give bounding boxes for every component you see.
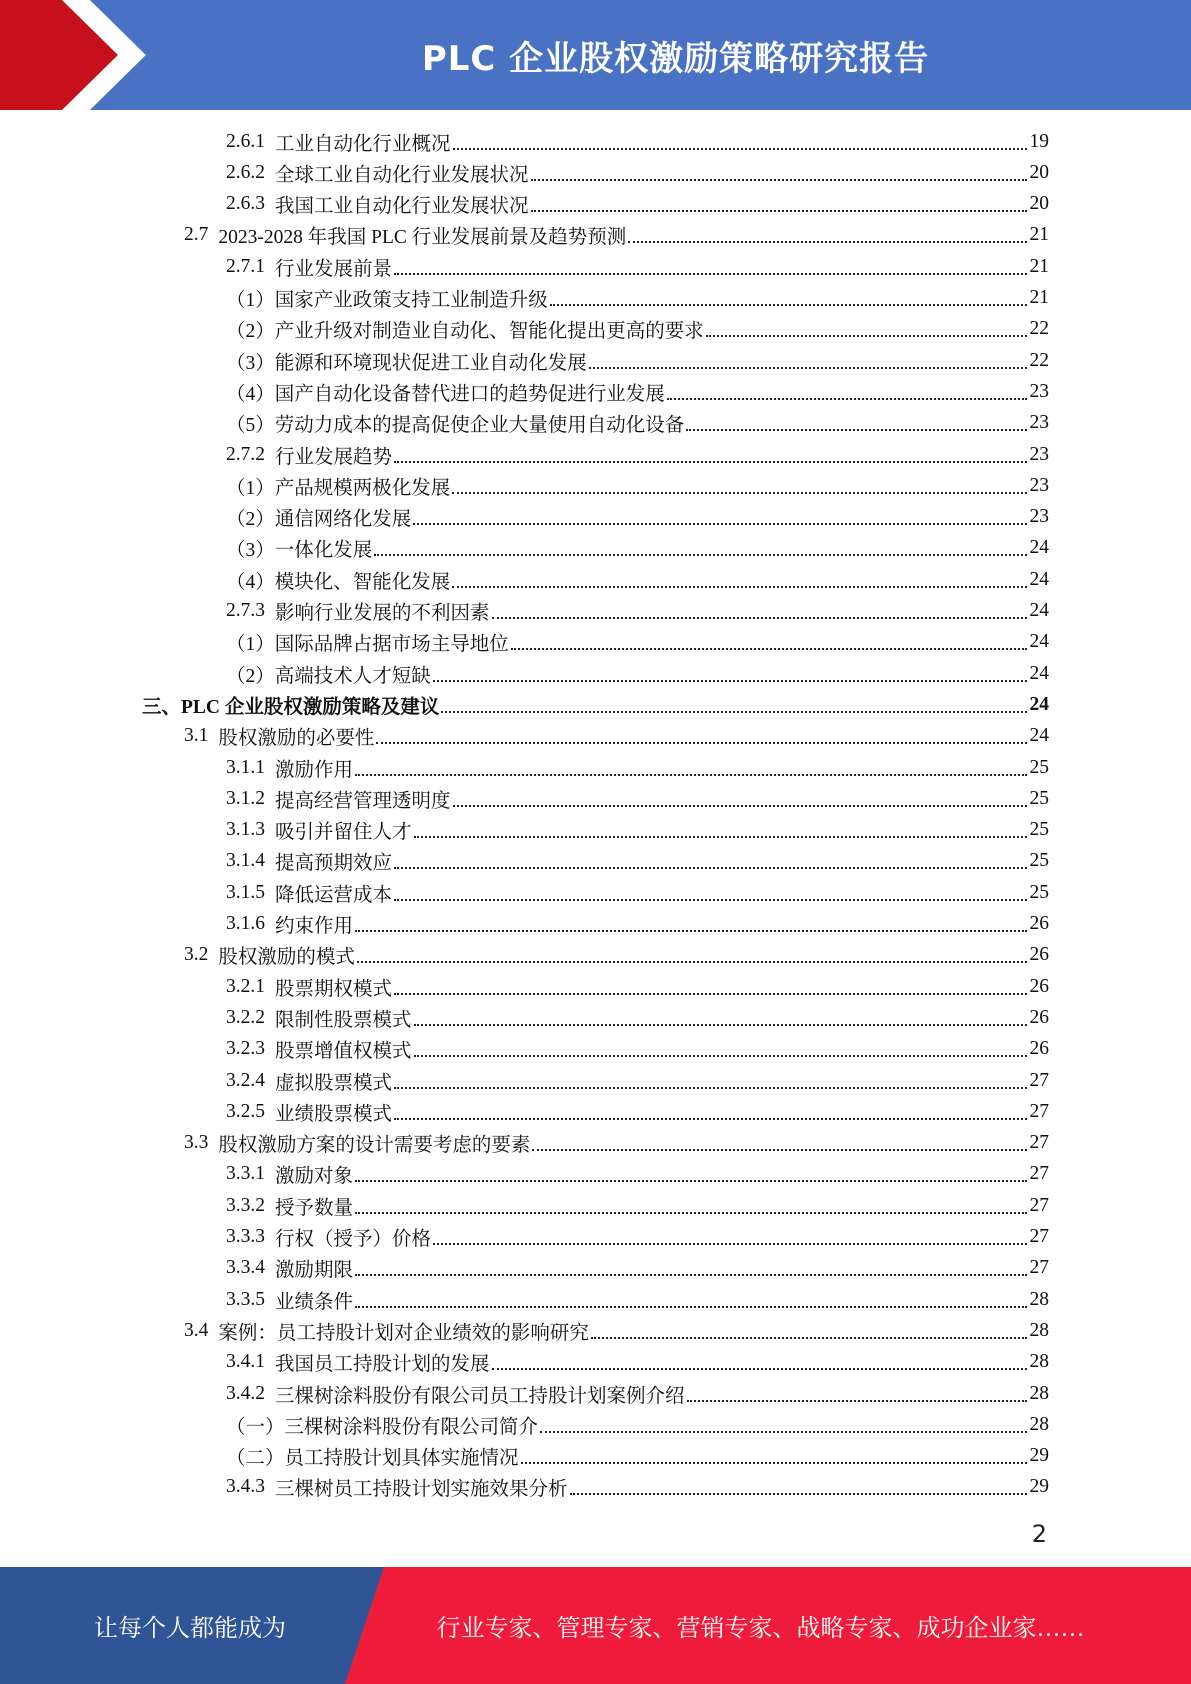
toc-entry-number: 3.2.5 — [226, 1100, 265, 1122]
toc-entry[interactable] — [184, 940, 1049, 971]
toc-dot-leader — [550, 292, 1027, 306]
toc-entry[interactable] — [184, 1128, 1049, 1159]
toc-dot-leader — [492, 605, 1027, 619]
toc-entry-title: 股权激励的必要性 — [218, 728, 375, 750]
toc-entry-page: 20 — [1029, 193, 1049, 215]
toc-entry[interactable] — [226, 470, 1049, 501]
toc-dot-leader — [531, 167, 1027, 181]
toc-entry[interactable] — [226, 1378, 1049, 1409]
toc-dot-leader — [394, 981, 1027, 995]
toc-dot-leader — [540, 1419, 1027, 1433]
toc-entry-title: 提高经营管理透明度 — [275, 790, 451, 812]
report-title: PLC 企业股权激励策略研究报告 — [421, 38, 930, 79]
toc-entry[interactable] — [184, 220, 1049, 251]
toc-entry-number: 3.3.3 — [226, 1226, 265, 1247]
toc-entry-title: 我国员工持股计划的发展 — [275, 1354, 490, 1376]
toc-entry[interactable] — [226, 1065, 1049, 1096]
toc-entry-page: 27 — [1029, 1226, 1049, 1247]
toc-dot-leader — [394, 449, 1027, 463]
toc-entry-number: 3.4.3 — [226, 1476, 265, 1498]
toc-entry-number: 2.6.2 — [226, 161, 265, 183]
toc-entry-number: 3.1.3 — [226, 819, 265, 841]
toc-entry-number: 3.2 — [184, 944, 209, 966]
toc-entry-title: （4）模块化、智能化发展 — [226, 571, 451, 593]
toc-dot-leader — [452, 574, 1027, 588]
toc-entry-page: 24 — [1029, 693, 1049, 715]
toc-entry-title: 提高预期效应 — [275, 853, 393, 875]
toc-entry-page: 26 — [1029, 913, 1049, 934]
toc-entry-title: 股票期权模式 — [275, 978, 393, 1000]
toc-entry[interactable] — [226, 251, 1049, 282]
toc-entry-title: 三棵树员工持股计划实施效果分析 — [275, 1479, 568, 1501]
toc-entry-page: 21 — [1029, 224, 1049, 246]
toc-entry[interactable] — [226, 783, 1049, 814]
toc-entry-title: （二）员工持股计划具体实施情况 — [226, 1448, 519, 1470]
toc-entry[interactable] — [226, 376, 1049, 407]
toc-entry-page: 23 — [1029, 506, 1049, 528]
toc-dot-leader — [686, 417, 1027, 431]
toc-dot-leader — [355, 1262, 1027, 1276]
toc-dot-leader — [521, 1450, 1027, 1464]
toc-entry-page: 24 — [1029, 725, 1049, 747]
toc-entry[interactable] — [226, 1409, 1049, 1440]
toc-entry-page: 26 — [1029, 1006, 1049, 1028]
toc-entry[interactable] — [226, 345, 1049, 376]
toc-entry[interactable] — [226, 1159, 1049, 1190]
toc-entry-number: 2.7.2 — [226, 443, 265, 465]
toc-entry-title: 限制性股票模式 — [275, 1009, 412, 1031]
toc-dot-leader — [441, 699, 1027, 713]
toc-dot-leader — [589, 355, 1027, 369]
toc-entry[interactable] — [226, 502, 1049, 533]
toc-entry-page: 28 — [1029, 1413, 1049, 1435]
toc-dot-leader — [394, 1075, 1027, 1089]
toc-entry-number: 3.2.4 — [226, 1069, 265, 1091]
toc-dot-leader — [628, 229, 1027, 243]
toc-dot-leader — [433, 668, 1027, 682]
toc-entry-number: 3.1.4 — [226, 850, 265, 872]
toc-entry-title: 行业发展趋势 — [275, 446, 393, 468]
toc-entry-number: 3.4.1 — [226, 1351, 265, 1373]
toc-entry[interactable] — [226, 596, 1049, 627]
toc-entry-title: 吸引并留住人才 — [275, 822, 412, 844]
toc-entry-number: 3.4.2 — [226, 1382, 265, 1404]
toc-entry-page: 21 — [1029, 287, 1049, 308]
toc-entry-number: 3.1.1 — [226, 756, 265, 778]
toc-entry-page: 23 — [1029, 412, 1049, 434]
toc-entry-page: 25 — [1029, 756, 1049, 778]
toc-entry-title: 三棵树涂料股份有限公司员工持股计划案例介绍 — [275, 1385, 685, 1407]
toc-entry-title: 授予数量 — [275, 1197, 354, 1219]
toc-entry-title: （2）产业升级对制造业自动化、智能化提出更高的要求 — [226, 321, 704, 343]
footer-slogan-right: 行业专家、管理专家、营销专家、战略专家、成功企业家…… — [436, 1616, 1085, 1642]
toc-entry-title: 2023-2028 年我国 PLC 行业发展前景及趋势预测 — [218, 227, 627, 249]
toc-entry-page: 22 — [1029, 349, 1049, 371]
toc-dot-leader — [355, 1294, 1027, 1308]
toc-dot-leader — [394, 261, 1027, 275]
toc-entry[interactable] — [226, 627, 1049, 658]
toc-entry[interactable] — [226, 1284, 1049, 1315]
toc-entry-title: 降低运营成本 — [275, 884, 393, 906]
toc-entry-title: 业绩股票模式 — [275, 1103, 393, 1125]
toc-entry-page: 28 — [1029, 1351, 1049, 1373]
toc-entry-title: （1）国家产业政策支持工业制造升级 — [226, 290, 548, 311]
toc-entry[interactable] — [226, 1002, 1049, 1033]
toc-entry-title: （4）国产自动化设备替代进口的趋势促进行业发展 — [226, 383, 665, 405]
toc-entry-page: 28 — [1029, 1288, 1049, 1310]
toc-entry-title: 行权（授予）价格 — [275, 1229, 432, 1250]
toc-entry-title: 股权激励方案的设计需要考虑的要素 — [218, 1135, 531, 1157]
footer-slogan-left: 让每个人都能成为 — [94, 1616, 286, 1642]
toc-entry[interactable] — [226, 157, 1049, 188]
toc-entry-title: （1）产品规模两极化发展 — [226, 477, 451, 499]
toc-entry-title: （3）能源和环境现状促进工业自动化发展 — [226, 352, 587, 374]
toc-entry-title: （2）高端技术人才短缺 — [226, 665, 431, 687]
toc-entry-title: （1）国际品牌占据市场主导地位 — [226, 634, 509, 656]
toc-entry[interactable] — [226, 1222, 1049, 1253]
page-header — [0, 0, 1191, 110]
toc-entry-title: 工业自动化行业概况 — [275, 133, 451, 155]
toc-entry-page: 28 — [1029, 1382, 1049, 1404]
toc-entry[interactable] — [226, 658, 1049, 689]
toc-entry[interactable] — [226, 815, 1049, 846]
toc-dot-leader — [591, 1325, 1027, 1339]
toc-entry-page: 21 — [1029, 255, 1049, 277]
toc-dot-leader — [433, 1231, 1027, 1245]
toc-entry-title: 虚拟股票模式 — [275, 1072, 393, 1094]
toc-entry-title: （一）三棵树涂料股份有限公司简介 — [226, 1416, 539, 1438]
toc-entry-title: 行业发展前景 — [275, 258, 393, 280]
toc-entry-title: 影响行业发展的不利因素 — [275, 603, 490, 624]
toc-entry[interactable] — [226, 533, 1049, 564]
toc-entry-number: 3.3.5 — [226, 1288, 265, 1310]
toc-entry-number: 3.1.6 — [226, 913, 265, 934]
toc-entry-page: 27 — [1029, 1132, 1049, 1154]
toc-dot-leader — [570, 1481, 1027, 1495]
toc-entry[interactable] — [226, 1441, 1049, 1472]
toc-entry-title: 激励对象 — [275, 1166, 354, 1188]
toc-entry[interactable] — [226, 408, 1049, 439]
toc-entry-title: 激励作用 — [275, 759, 354, 781]
toc-entry-number: 3.1.5 — [226, 881, 265, 903]
toc-dot-leader — [355, 918, 1027, 932]
toc-entry-title: 股权激励的模式 — [218, 947, 355, 969]
toc-entry-page: 26 — [1029, 975, 1049, 997]
toc-dot-leader — [531, 198, 1027, 212]
toc-entry[interactable] — [226, 1347, 1049, 1378]
toc-entry-title: 股票增值权模式 — [275, 1041, 412, 1063]
toc-entry-number: 3.2.3 — [226, 1038, 265, 1060]
toc-entry-title: （3）一体化发展 — [226, 540, 373, 562]
toc-entry-page: 29 — [1029, 1445, 1049, 1467]
toc-entry-page: 25 — [1029, 787, 1049, 809]
toc-entry[interactable] — [226, 564, 1049, 595]
toc-entry-page: 28 — [1029, 1319, 1049, 1341]
toc-entry-page: 26 — [1029, 944, 1049, 966]
page-footer — [0, 1567, 1191, 1684]
toc-entry-number: 3.1 — [184, 725, 209, 747]
toc-dot-leader — [414, 1043, 1027, 1057]
toc-entry-page: 24 — [1029, 662, 1049, 684]
toc-entry-page: 24 — [1029, 600, 1049, 621]
toc-entry-page: 29 — [1029, 1476, 1049, 1498]
toc-entry-page: 24 — [1029, 568, 1049, 590]
toc-dot-leader — [452, 480, 1027, 494]
toc-entry-title: （5）劳动力成本的提高促使企业大量使用自动化设备 — [226, 415, 685, 437]
toc-entry[interactable] — [226, 971, 1049, 1002]
toc-entry-title: 激励期限 — [275, 1260, 354, 1282]
toc-entry-page: 20 — [1029, 161, 1049, 183]
toc-entry[interactable] — [184, 1315, 1049, 1346]
toc-entry-number: 3.2.1 — [226, 975, 265, 997]
toc-dot-leader — [394, 1106, 1027, 1120]
toc-entry[interactable] — [226, 314, 1049, 345]
toc-dot-leader — [492, 1356, 1027, 1370]
toc-dot-leader — [376, 730, 1027, 744]
toc-entry-page: 25 — [1029, 881, 1049, 903]
toc-entry-number: 2.7 — [184, 224, 209, 246]
toc-dot-leader — [355, 1200, 1027, 1214]
toc-dot-leader — [453, 793, 1027, 807]
toc-entry[interactable] — [226, 439, 1049, 470]
toc-entry-page: 27 — [1029, 1069, 1049, 1091]
toc-entry-page: 23 — [1029, 380, 1049, 402]
toc-entry-page: 25 — [1029, 850, 1049, 872]
toc-entry-number: 2.6.1 — [226, 130, 265, 152]
toc-entry-page: 24 — [1029, 631, 1049, 653]
toc-entry[interactable] — [226, 1096, 1049, 1127]
toc-entry-title: 我国工业自动化行业发展状况 — [275, 196, 529, 218]
toc-entry-title: 约束作用 — [275, 916, 354, 937]
toc-entry-page: 27 — [1029, 1194, 1049, 1216]
toc-dot-leader — [413, 511, 1027, 525]
toc-entry-number: 2.7.3 — [226, 600, 265, 621]
toc-entry-number: 3.4 — [184, 1319, 209, 1341]
toc-dot-leader — [667, 386, 1027, 400]
toc-entry[interactable] — [226, 189, 1049, 220]
toc-dot-leader — [374, 542, 1027, 556]
toc-dot-leader — [706, 323, 1027, 337]
toc-entry[interactable] — [142, 689, 1049, 720]
toc-entry-page: 23 — [1029, 474, 1049, 496]
toc-entry-page: 27 — [1029, 1100, 1049, 1122]
toc-entry-number: 3.1.2 — [226, 787, 265, 809]
toc-entry[interactable] — [226, 1472, 1049, 1503]
toc-dot-leader — [687, 1388, 1027, 1402]
toc-entry-title: （2）通信网络化发展 — [226, 509, 412, 531]
page-number: 2 — [1031, 1520, 1047, 1548]
toc-entry-title: 三、PLC 企业股权激励策略及建议 — [142, 696, 440, 718]
toc-entry-page: 23 — [1029, 443, 1049, 465]
toc-entry-page: 27 — [1029, 1163, 1049, 1185]
toc-entry[interactable] — [226, 1253, 1049, 1284]
toc-entry-number: 3.3.4 — [226, 1257, 265, 1279]
toc-dot-leader — [414, 824, 1027, 838]
toc-entry-number: 3.3 — [184, 1132, 209, 1154]
toc-entry-page: 26 — [1029, 1038, 1049, 1060]
toc-entry-number: 2.6.3 — [226, 193, 265, 215]
toc-entry-number: 3.2.2 — [226, 1006, 265, 1028]
toc-dot-leader — [355, 762, 1027, 776]
toc-entry-number: 3.3.2 — [226, 1194, 265, 1216]
toc-entry-page: 27 — [1029, 1257, 1049, 1279]
toc-dot-leader — [414, 1012, 1027, 1026]
toc-entry[interactable] — [226, 846, 1049, 877]
toc-dot-leader — [532, 1137, 1027, 1151]
toc-entry-page: 22 — [1029, 318, 1049, 340]
toc-dot-leader — [453, 136, 1027, 150]
toc-dot-leader — [355, 1168, 1027, 1182]
toc-entry-page: 19 — [1029, 130, 1049, 152]
toc-entry-page: 24 — [1029, 537, 1049, 559]
toc-entry-title: 全球工业自动化行业发展状况 — [275, 164, 529, 186]
toc-entry[interactable] — [184, 721, 1049, 752]
toc-dot-leader — [511, 636, 1027, 650]
toc-entry-title: 业绩条件 — [275, 1291, 354, 1313]
toc-entry[interactable] — [226, 1034, 1049, 1065]
toc-entry[interactable] — [226, 752, 1049, 783]
toc-entry-page: 25 — [1029, 819, 1049, 841]
toc-entry-number: 3.3.1 — [226, 1163, 265, 1185]
toc-dot-leader — [394, 887, 1027, 901]
toc-entry-number: 2.7.1 — [226, 255, 265, 277]
toc-dot-leader — [357, 949, 1027, 963]
toc-entry[interactable] — [226, 877, 1049, 908]
toc-entry[interactable] — [226, 909, 1049, 940]
toc-entry-title: 案例：员工持股计划对企业绩效的影响研究 — [218, 1322, 589, 1344]
toc-entry[interactable] — [226, 1190, 1049, 1221]
toc-entry[interactable] — [226, 283, 1049, 314]
toc-entry[interactable] — [226, 126, 1049, 157]
toc-dot-leader — [394, 855, 1027, 869]
